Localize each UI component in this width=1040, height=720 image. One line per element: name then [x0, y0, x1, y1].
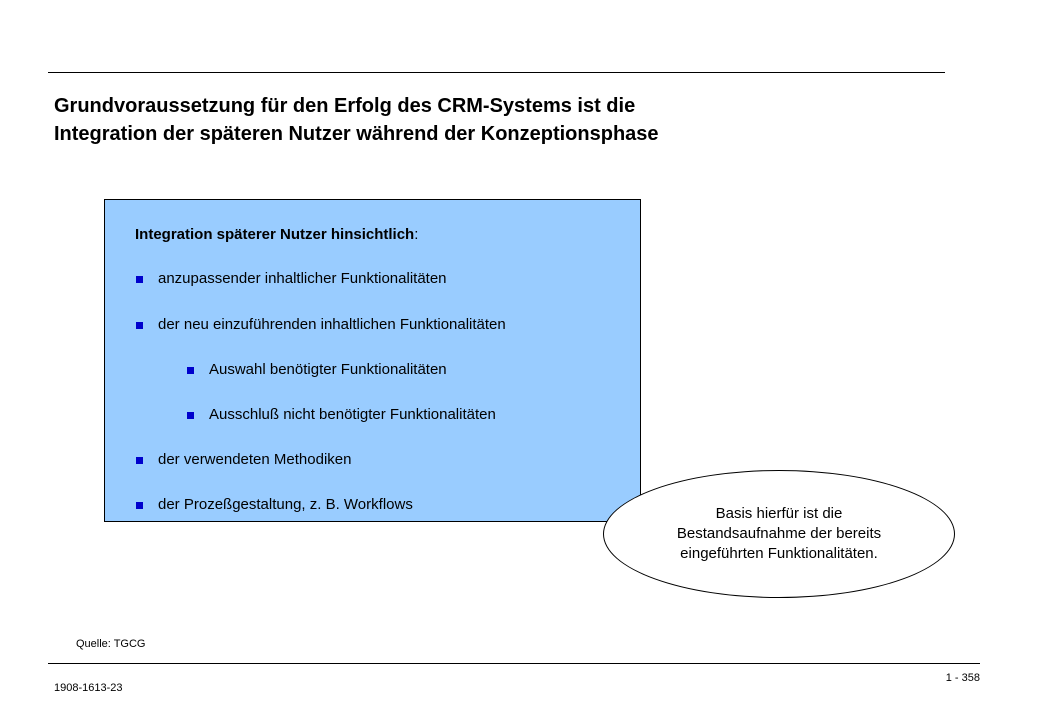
box-heading-colon: : [414, 226, 419, 243]
square-bullet-icon [187, 412, 194, 419]
square-bullet-icon [136, 276, 143, 283]
bottom-divider [48, 663, 980, 664]
source-note: Quelle: TGCG [76, 638, 146, 650]
title-line-2: Integration der späteren Nutzer während der Konzeptionsphase [54, 123, 659, 145]
callout-line-1: Basis hierfür ist die [715, 505, 843, 522]
square-bullet-icon [187, 367, 194, 374]
list-item-text: der neu einzuführenden inhaltlichen Funktionalitäten [158, 316, 506, 333]
sub-list-item-text: Ausschluß nicht benötigter Funktionalitäten [209, 406, 496, 423]
callout-text [677, 504, 881, 564]
box-heading-text: Integration späterer Nutzer hinsichtlich [135, 226, 415, 243]
square-bullet-icon [136, 457, 143, 464]
sub-list-item-text: Auswahl benötigter Funktionalitäten [209, 361, 447, 378]
list-item-text: der Prozeßgestaltung, z. B. Workflows [158, 496, 413, 513]
page-title [54, 92, 954, 148]
callout-line-2: Bestandsaufnahme der bereits [676, 525, 882, 542]
document-id: 1908-1613-23 [54, 682, 123, 694]
integration-box [104, 199, 641, 522]
page-number: 1 - 358 [945, 672, 980, 684]
square-bullet-icon [136, 322, 143, 329]
callout-line-3: eingeführten Funktionalitäten. [680, 545, 878, 562]
list-item-text: anzupassender inhaltlicher Funktionalitäten [158, 270, 447, 287]
box-heading [135, 226, 418, 243]
list-item-text: der verwendeten Methodiken [158, 451, 352, 468]
top-divider [48, 72, 945, 73]
title-line-1: Grundvoraussetzung für den Erfolg des CRM-Systems ist die [54, 95, 636, 117]
callout-ellipse [603, 470, 955, 598]
square-bullet-icon [136, 502, 143, 509]
